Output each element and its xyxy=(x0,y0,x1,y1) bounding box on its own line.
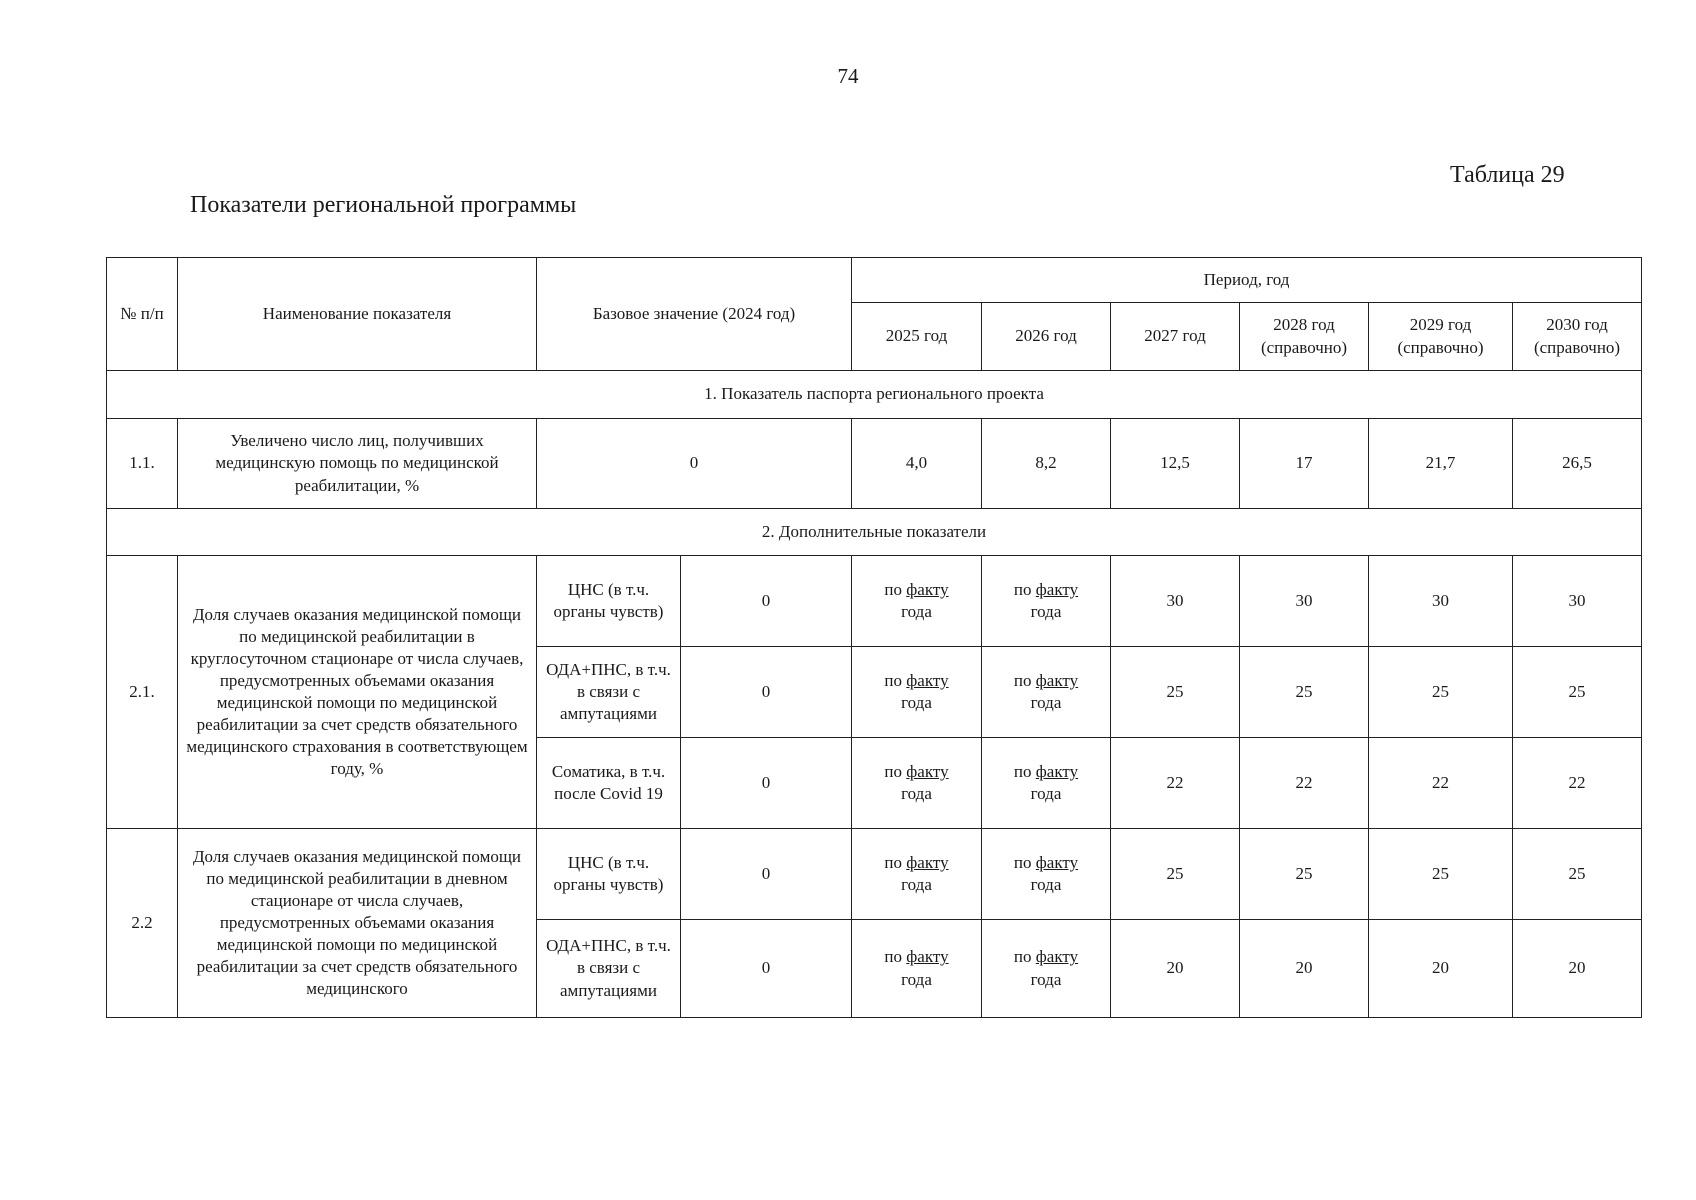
fact-text: года xyxy=(1030,602,1062,621)
base-value: 0 xyxy=(681,556,852,647)
indicators-table xyxy=(106,257,1642,1018)
fact-text: факту xyxy=(906,670,949,690)
fact-text: факту xyxy=(906,852,949,872)
table-label: Таблица 29 xyxy=(1450,162,1565,188)
value-cell: 20 xyxy=(1369,920,1513,1018)
fact-text: по xyxy=(884,947,903,967)
value-cell xyxy=(852,829,982,920)
sub-label: Соматика, в т.ч. после Covid 19 xyxy=(537,738,681,829)
fact-text: факту xyxy=(1035,947,1079,967)
table-row xyxy=(107,556,1642,647)
header-year: 2026 год xyxy=(982,303,1111,371)
value-cell xyxy=(852,556,982,647)
section-row xyxy=(107,371,1642,419)
value-cell xyxy=(852,647,982,738)
fact-text: года xyxy=(1030,693,1062,712)
header-year: 2029 год (справочно) xyxy=(1369,303,1513,371)
value-cell xyxy=(982,647,1111,738)
fact-text: по xyxy=(884,670,903,690)
fact-text: года xyxy=(901,875,932,894)
section-row xyxy=(107,509,1642,556)
value-cell xyxy=(852,920,982,1018)
value-cell xyxy=(982,556,1111,647)
header-year: 2030 год (справочно) xyxy=(1513,303,1642,371)
base-value: 0 xyxy=(681,738,852,829)
base-value: 0 xyxy=(681,647,852,738)
value-cell: 25 xyxy=(1369,647,1513,738)
value-cell: 30 xyxy=(1240,556,1369,647)
base-value: 0 xyxy=(681,829,852,920)
value-cell: 22 xyxy=(1240,738,1369,829)
fact-text: года xyxy=(1030,784,1062,803)
section-title: 2. Дополнительные показатели xyxy=(107,509,1642,556)
fact-text: по xyxy=(1013,852,1032,872)
sub-label: ЦНС (в т.ч. органы чувств) xyxy=(537,829,681,920)
fact-text: года xyxy=(901,784,932,803)
fact-text: факту xyxy=(1035,761,1079,781)
fact-text: года xyxy=(901,602,932,621)
sub-label: ЦНС (в т.ч. органы чувств) xyxy=(537,556,681,647)
fact-text: факту xyxy=(1035,852,1079,872)
value-cell: 30 xyxy=(1513,556,1642,647)
value-cell: 20 xyxy=(1240,920,1369,1018)
value-cell: 25 xyxy=(1240,647,1369,738)
header-base: Базовое значение (2024 год) xyxy=(537,258,852,371)
header-year: 2025 год xyxy=(852,303,982,371)
fact-text: факту xyxy=(1035,670,1079,690)
row-num: 2.2 xyxy=(107,829,178,1018)
value-cell: 22 xyxy=(1513,738,1642,829)
sub-label: ОДА+ПНС, в т.ч. в связи с ампутациями xyxy=(537,647,681,738)
fact-text: по xyxy=(884,761,903,781)
fact-text: по xyxy=(1013,761,1032,781)
value-cell: 25 xyxy=(1513,647,1642,738)
fact-text: по xyxy=(1013,670,1032,690)
row-num: 2.1. xyxy=(107,556,178,829)
value-cell: 8,2 xyxy=(982,419,1111,509)
value-cell: 25 xyxy=(1111,829,1240,920)
fact-text: по xyxy=(884,852,903,872)
value-cell xyxy=(982,738,1111,829)
value-cell xyxy=(982,920,1111,1018)
fact-text: факту xyxy=(906,947,949,967)
value-cell: 4,0 xyxy=(852,419,982,509)
base-value: 0 xyxy=(681,920,852,1018)
fact-text: факту xyxy=(906,579,949,599)
base-value: 0 xyxy=(537,419,852,509)
value-cell: 21,7 xyxy=(1369,419,1513,509)
indicator-name: Увеличено число лиц, получивших медицинскую помощь по медицинской реабилитации, % xyxy=(178,419,537,509)
fact-text: по xyxy=(1013,579,1032,599)
table-row xyxy=(107,829,1642,920)
header-period: Период, год xyxy=(852,258,1642,303)
value-cell: 17 xyxy=(1240,419,1369,509)
fact-text: по xyxy=(1013,947,1032,967)
value-cell: 30 xyxy=(1111,556,1240,647)
fact-text: года xyxy=(901,693,932,712)
fact-text: факту xyxy=(906,761,949,781)
value-cell: 25 xyxy=(1513,829,1642,920)
header-year: 2027 год xyxy=(1111,303,1240,371)
value-cell xyxy=(982,829,1111,920)
row-num: 1.1. xyxy=(107,419,178,509)
fact-text: года xyxy=(1030,875,1062,894)
value-cell: 12,5 xyxy=(1111,419,1240,509)
indicator-name: Доля случаев оказания медицинской помощи по медицинской реабилитации в круглосуточном стационаре от числа случаев, предусмотренных объемами оказания медицинской помощи по медицинской реабилитации за счет средств обязательного медицинского страхования в соответствующем году, % xyxy=(178,556,537,829)
fact-text: по xyxy=(884,579,903,599)
value-cell: 25 xyxy=(1240,829,1369,920)
table-row xyxy=(107,419,1642,509)
value-cell: 22 xyxy=(1111,738,1240,829)
indicator-name: Доля случаев оказания медицинской помощи по медицинской реабилитации в дневном стационаре от числа случаев, предусмотренных объемами оказания медицинской помощи по медицинской реабилитации за счет средств обязательного медицинского xyxy=(178,829,537,1018)
header-row xyxy=(107,258,1642,303)
value-cell: 30 xyxy=(1369,556,1513,647)
header-num: № п/п xyxy=(107,258,178,371)
header-year: 2028 год (справочно) xyxy=(1240,303,1369,371)
value-cell: 25 xyxy=(1111,647,1240,738)
value-cell: 26,5 xyxy=(1513,419,1642,509)
value-cell: 20 xyxy=(1513,920,1642,1018)
value-cell: 25 xyxy=(1369,829,1513,920)
value-cell: 22 xyxy=(1369,738,1513,829)
value-cell: 20 xyxy=(1111,920,1240,1018)
value-cell xyxy=(852,738,982,829)
fact-text: года xyxy=(901,969,932,989)
section-title: 1. Показатель паспорта регионального проекта xyxy=(107,371,1642,419)
page-number: 74 xyxy=(837,64,859,88)
fact-text: факту xyxy=(1035,579,1079,599)
fact-text: года xyxy=(1030,969,1062,989)
sub-label: ОДА+ПНС, в т.ч. в связи с ампутациями xyxy=(537,920,681,1018)
header-name: Наименование показателя xyxy=(178,258,537,371)
table-title: Показатели региональной программы xyxy=(190,192,577,218)
